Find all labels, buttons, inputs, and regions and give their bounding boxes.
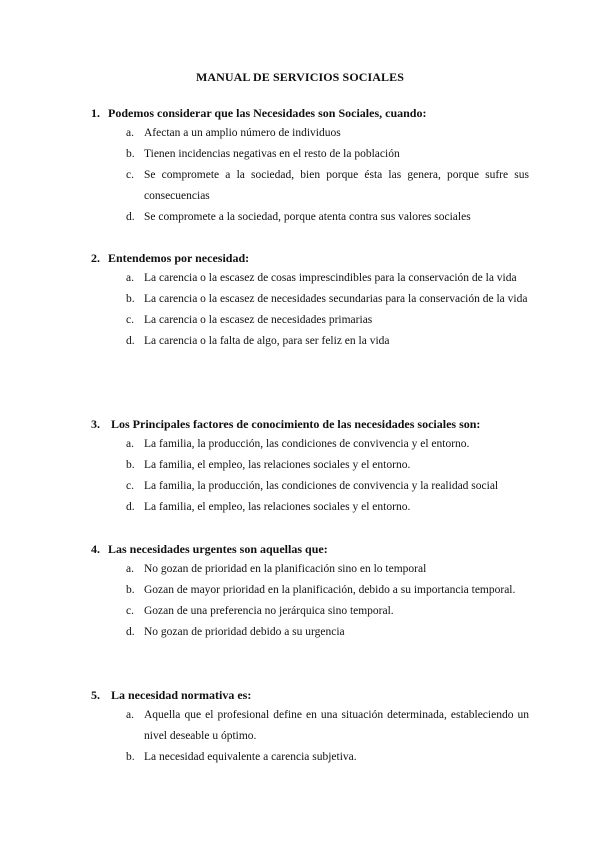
option-text: La carencia o la escasez de necesidades secundarias para la conservación de la vida: [144, 293, 528, 305]
question-heading: [91, 416, 531, 432]
option-text: Gozan de mayor prioridad en la planificación, debido a su importancia temporal.: [144, 584, 516, 596]
option-item: [91, 434, 531, 455]
option-item: [91, 144, 531, 165]
question-text: Las necesidades urgentes son aquellas que:: [108, 542, 328, 556]
option-text: Se compromete a la sociedad, bien porque ésta las genera, porque sufre sus consecuencias: [144, 169, 529, 202]
option-item: [91, 310, 531, 331]
question-heading: [91, 541, 531, 557]
option-letter: d.: [126, 335, 135, 347]
option-item: [91, 705, 531, 747]
option-text: No gozan de prioridad en la planificación sino en lo temporal: [144, 563, 427, 575]
option-text: La familia, la producción, las condiciones de convivencia y el entorno.: [144, 438, 470, 450]
option-item: [91, 123, 531, 144]
question-heading: [91, 250, 531, 266]
option-item: [91, 622, 531, 643]
option-letter: c.: [126, 314, 134, 326]
option-item: [91, 559, 531, 580]
option-letter: a.: [126, 563, 134, 575]
option-letter: b.: [126, 751, 135, 763]
option-text: Gozan de una preferencia no jerárquica sino temporal.: [144, 605, 394, 617]
option-item: [91, 497, 531, 518]
option-letter: b.: [126, 459, 135, 471]
option-text: Aquella que el profesional define en una situación determinada, estableciendo un nivel deseable u óptimo.: [144, 709, 529, 742]
question-text: Los Principales factores de conocimiento de las necesidades sociales son:: [108, 417, 481, 431]
option-item: [91, 747, 531, 768]
option-letter: a.: [126, 127, 134, 139]
question-3: [91, 416, 531, 518]
option-text: La carencia o la escasez de cosas imprescindibles para la conservación de la vida: [144, 272, 517, 284]
question-number: 5.: [91, 688, 100, 702]
option-text: Tienen incidencias negativas en el resto de la población: [144, 148, 400, 160]
option-item: [91, 331, 531, 352]
question-5: [91, 687, 531, 768]
question-text: Entendemos por necesidad:: [108, 251, 250, 265]
option-item: [91, 268, 531, 289]
question-number: 3.: [91, 417, 100, 431]
option-letter: a.: [126, 438, 134, 450]
option-letter: d.: [126, 211, 135, 223]
option-letter: a.: [126, 272, 134, 284]
option-letter: a.: [126, 709, 134, 721]
question-number: 2.: [91, 251, 100, 265]
question-number: 4.: [91, 542, 100, 556]
question-1: [91, 105, 531, 228]
option-letter: c.: [126, 605, 134, 617]
option-item: [91, 455, 531, 476]
option-text: Afectan a un amplio número de individuos: [144, 127, 341, 139]
option-letter: c.: [126, 480, 134, 492]
question-text: La necesidad normativa es:: [108, 688, 252, 702]
question-2: [91, 250, 531, 352]
option-text: La necesidad equivalente a carencia subjetiva.: [144, 751, 357, 763]
option-letter: b.: [126, 584, 135, 596]
option-text: Se compromete a la sociedad, porque atenta contra sus valores sociales: [144, 211, 471, 223]
question-4: [91, 541, 531, 643]
question-number: 1.: [91, 106, 100, 120]
option-text: No gozan de prioridad debido a su urgencia: [144, 626, 345, 638]
option-item: [91, 289, 531, 310]
question-heading: [91, 687, 531, 703]
option-letter: d.: [126, 626, 135, 638]
option-item: [91, 476, 531, 497]
option-item: [91, 580, 531, 601]
question-heading: [91, 105, 531, 121]
option-letter: d.: [126, 501, 135, 513]
page-title: MANUAL DE SERVICIOS SOCIALES: [195, 70, 405, 84]
option-item: [91, 207, 531, 228]
option-text: La carencia o la escasez de necesidades primarias: [144, 314, 373, 326]
question-text: Podemos considerar que las Necesidades son Sociales, cuando:: [108, 106, 427, 120]
option-text: La familia, la producción, las condiciones de convivencia y la realidad social: [144, 480, 499, 492]
option-item: [91, 165, 531, 207]
option-item: [91, 601, 531, 622]
option-text: La familia, el empleo, las relaciones sociales y el entorno.: [144, 501, 411, 513]
option-text: La familia, el empleo, las relaciones sociales y el entorno.: [144, 459, 411, 471]
option-letter: b.: [126, 293, 135, 305]
option-text: La carencia o la falta de algo, para ser feliz en la vida: [144, 335, 390, 347]
option-letter: b.: [126, 148, 135, 160]
option-letter: c.: [126, 169, 134, 181]
